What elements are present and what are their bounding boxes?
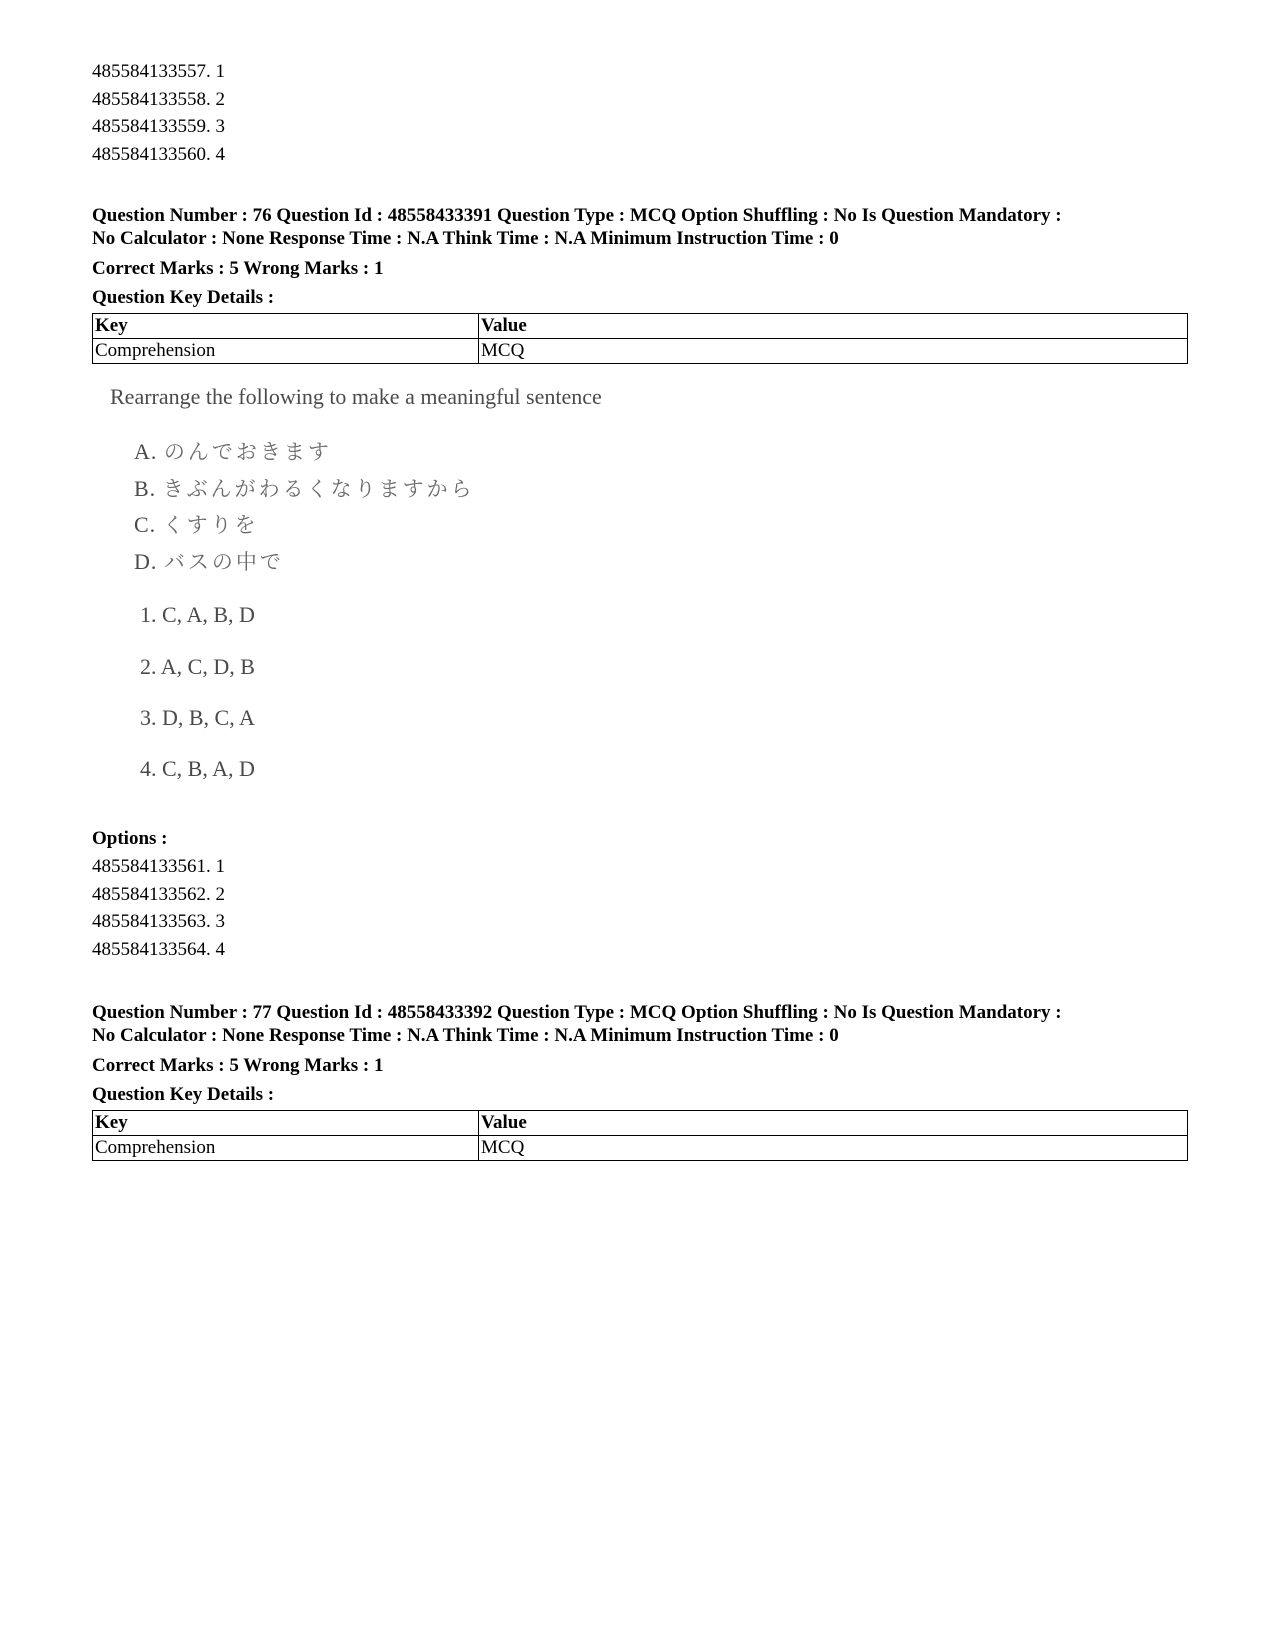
question-76 xyxy=(92,204,1188,963)
key-details-table xyxy=(92,1110,1188,1161)
statement-text: のんでおきます xyxy=(163,440,332,464)
option-item: 485584133557. 1 xyxy=(92,61,225,82)
statement-d xyxy=(134,546,284,576)
statement-label: C. xyxy=(134,512,157,537)
table-row xyxy=(93,1136,1188,1161)
table-header-key: Key xyxy=(93,1111,479,1136)
options-label: Options : xyxy=(92,828,168,849)
question-prompt: Rearrange the following to make a meaningful sentence xyxy=(110,384,602,409)
choice-item: 1. C, A, B, D xyxy=(140,602,255,627)
option-item: 485584133559. 3 xyxy=(92,116,225,137)
document-page xyxy=(92,58,1188,1161)
question-image xyxy=(92,372,1188,824)
statement-a xyxy=(134,436,332,466)
statement-text: くすりを xyxy=(162,513,259,537)
statement-label: A. xyxy=(134,439,158,464)
previous-options-list xyxy=(92,58,1188,168)
table-cell-value: MCQ xyxy=(479,1136,1188,1161)
question-header-line-2: No Calculator : None Response Time : N.A Think Time : N.A Minimum Instruction Time : 0 xyxy=(92,228,839,249)
table-header-value: Value xyxy=(479,314,1188,339)
table-header-key: Key xyxy=(93,314,479,339)
statement-text: バスの中で xyxy=(163,550,284,574)
table-cell-value: MCQ xyxy=(479,339,1188,364)
question-header-line-2: No Calculator : None Response Time : N.A Think Time : N.A Minimum Instruction Time : 0 xyxy=(92,1025,839,1046)
question-header xyxy=(92,1001,1188,1047)
option-item: 485584133560. 4 xyxy=(92,143,225,165)
statement-label: D. xyxy=(134,549,158,574)
choice-item: 3. D, B, C, A xyxy=(140,705,255,730)
marks-line: Correct Marks : 5 Wrong Marks : 1 xyxy=(92,1055,384,1076)
statement-c xyxy=(134,509,259,539)
key-details-label: Question Key Details : xyxy=(92,1084,275,1105)
option-item: 485584133564. 4 xyxy=(92,938,225,960)
table-cell-key: Comprehension xyxy=(93,1136,479,1161)
table-row xyxy=(93,339,1188,364)
question-header-line-1: Question Number : 77 Question Id : 48558433392 Question Type : MCQ Option Shuffling : No Is Question Mandatory : xyxy=(92,1002,1062,1023)
spacer xyxy=(92,963,1188,1001)
statement-label: B. xyxy=(134,476,157,501)
choice-item: 2. A, C, D, B xyxy=(140,654,255,679)
options-section xyxy=(92,824,1188,963)
choice-item: 4. C, B, A, D xyxy=(140,756,255,781)
statement-b xyxy=(134,473,475,503)
table-header-row xyxy=(93,314,1188,339)
marks-line: Correct Marks : 5 Wrong Marks : 1 xyxy=(92,258,384,279)
table-header-row xyxy=(93,1111,1188,1136)
option-item: 485584133562. 2 xyxy=(92,883,225,905)
table-header-value: Value xyxy=(479,1111,1188,1136)
question-77 xyxy=(92,1001,1188,1161)
question-header xyxy=(92,204,1188,250)
option-item: 485584133561. 1 xyxy=(92,856,225,877)
option-item: 485584133563. 3 xyxy=(92,911,225,932)
table-cell-key: Comprehension xyxy=(93,339,479,364)
option-item: 485584133558. 2 xyxy=(92,88,225,110)
key-details-table xyxy=(92,313,1188,364)
key-details-label: Question Key Details : xyxy=(92,287,275,308)
statement-text: きぶんがわるくなりますから xyxy=(162,477,475,501)
question-header-line-1: Question Number : 76 Question Id : 48558433391 Question Type : MCQ Option Shuffling : No Is Question Mandatory : xyxy=(92,205,1062,226)
